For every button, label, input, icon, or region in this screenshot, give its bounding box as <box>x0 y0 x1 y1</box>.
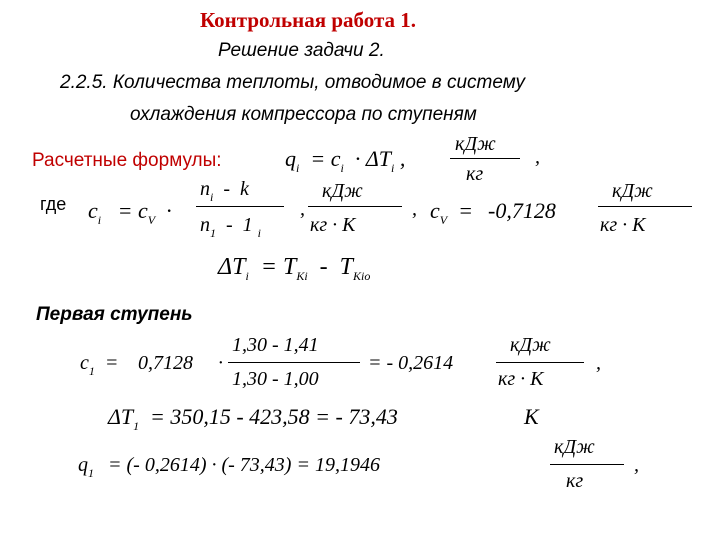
formula-c1-lhs: $c_1$ = <box>80 352 119 378</box>
task-line-1: 2.2.5. Количества теплоты, отводимое в систему <box>60 72 526 93</box>
unit-kj-num-3: кДж <box>612 180 653 202</box>
fraction-bar <box>228 362 360 363</box>
frac-den-ni-1: $n_1 - 1$ $_i$ <box>200 214 262 240</box>
unit-kj-num-2: кДж <box>322 180 363 202</box>
slide-subtitle: Решение задачи 2. <box>218 40 385 61</box>
c1-denominator: 1,30 - 1,00 <box>232 368 319 390</box>
formula-q-i: $q_i = c_i \cdot \Delta T_i$ , <box>285 146 406 175</box>
formula-delta-t-i: $\Delta T_i = T_{Ki} - T_{Kio}$ <box>218 254 371 283</box>
comma: , <box>596 352 601 374</box>
task-line-2: охлаждения компрессора по ступеням <box>130 104 477 125</box>
frac-num-ni-k: $n_i$ - k <box>200 178 249 204</box>
q1-expr: = (- 0,2614) · (- 73,43) = 19,1946 <box>108 454 380 476</box>
fraction-bar <box>196 206 284 207</box>
c1-numerator: 1,30 - 1,41 <box>232 334 319 356</box>
comma: , <box>634 454 639 476</box>
comma: , <box>412 198 417 220</box>
fraction-bar <box>550 464 624 465</box>
cv-value: -0,7128 <box>488 198 556 223</box>
c1-coeff: 0,7128 <box>138 352 193 374</box>
fraction-bar <box>450 158 520 159</box>
formulas-label: Расчетные формулы: <box>32 150 222 171</box>
unit-kj-num-1: кДж <box>455 133 496 155</box>
unit-kj-den-2: кг · К <box>310 214 356 236</box>
unit-kj-den-5: кг <box>566 470 584 492</box>
stage1-heading: Первая ступень <box>36 304 193 325</box>
formula-c-v: $c_V$ = <box>430 198 473 227</box>
unit-kj-num-4: кДж <box>510 334 551 356</box>
delta-t1-unit: К <box>524 404 539 429</box>
comma: , <box>535 146 540 168</box>
where-label: где <box>40 194 67 214</box>
formula-delta-t1-lhs: $\Delta T_1$ <box>108 404 140 433</box>
fraction-bar <box>496 362 584 363</box>
formula-c-i: $c_i = c_V$ · <box>88 198 172 227</box>
formula-q1-lhs: $q_1$ <box>78 454 94 480</box>
comma: , <box>300 198 305 220</box>
unit-kj-num-5: кДж <box>554 436 595 458</box>
slide-title: Контрольная работа 1. <box>200 8 417 32</box>
fraction-bar <box>308 206 402 207</box>
mult-dot: · <box>218 352 223 374</box>
fraction-bar <box>598 206 692 207</box>
unit-kj-den-3: кг · К <box>600 214 646 236</box>
unit-kj-den-4: кг · К <box>498 368 544 390</box>
delta-t1-expr: = 350,15 - 423,58 = - 73,43 <box>150 404 398 429</box>
c1-result: = - 0,2614 <box>368 352 454 374</box>
unit-kj-den-1: кг <box>466 163 484 185</box>
